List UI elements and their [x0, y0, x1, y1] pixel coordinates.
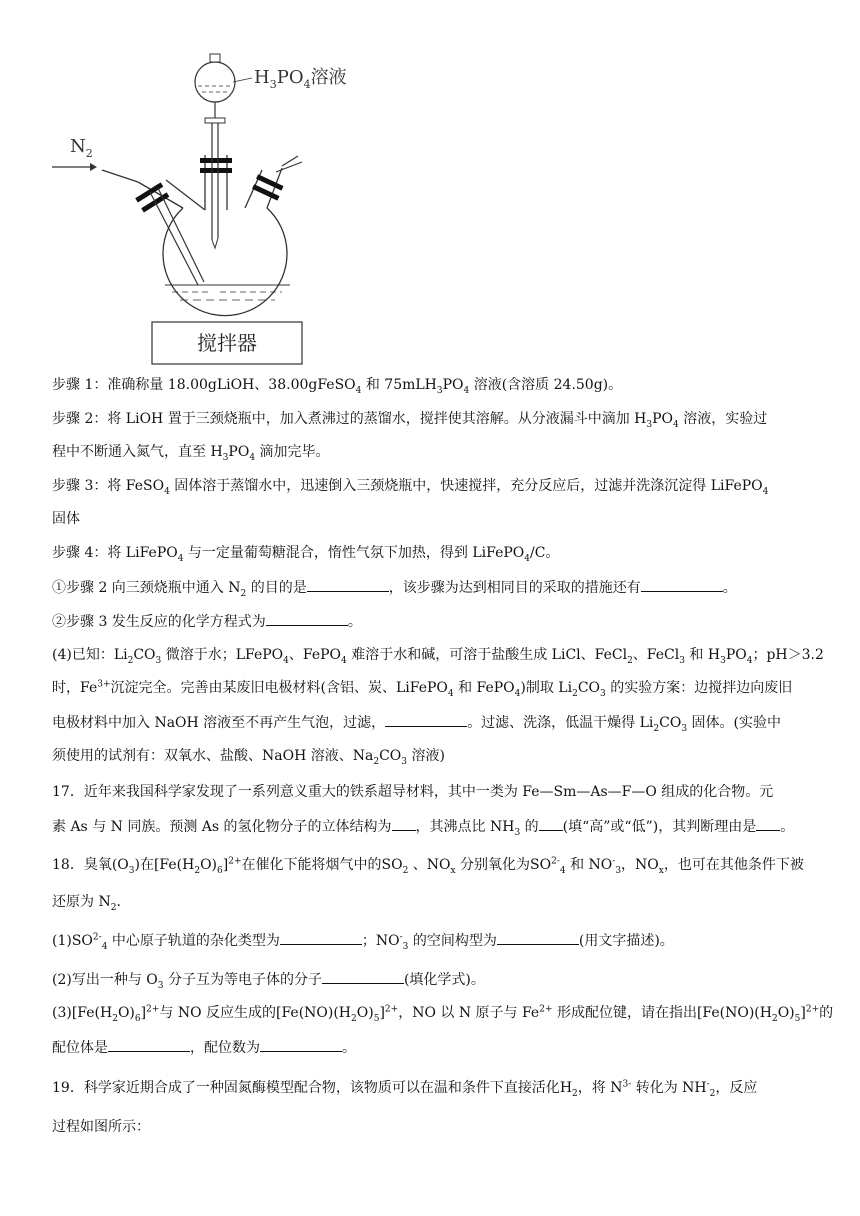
gas-label: $N_2$ — [70, 136, 93, 160]
question-17: 17．近年来我国科学家发现了一系列意义重大的铁系超导材料，其中一类为 Fe—Sm—As—F—O 组成的化合物。元 — [52, 784, 774, 800]
answer-blank[interactable] — [322, 969, 404, 984]
answer-blank[interactable] — [539, 816, 563, 831]
question-18-1: $(1)SO^{2-}_4$ 中心原子轨道的杂化类型为 ；$NO^-_3$ 的空间构型为 (用文字描述)。 — [52, 930, 822, 951]
answer-blank[interactable] — [497, 930, 579, 945]
answer-blank[interactable] — [641, 577, 723, 592]
step-3-cont: 固体 — [52, 511, 80, 527]
step-1: 步骤 1：准确称量 18.00gLiOH、38.00gFeSO$_4$ 和 $75mLH_3PO_4$ 溶液(含溶质 24.50g)。 — [52, 377, 623, 396]
funnel-stopcock — [205, 118, 225, 123]
separatory-funnel — [195, 62, 235, 102]
flask-body — [163, 208, 287, 316]
question-18-3-cont: 配位体是 ，配位数为 。 — [52, 1037, 822, 1058]
question-19-cont: 过程如图所示： — [52, 1119, 150, 1135]
question-18-cont: 还原为 $N_2$. — [52, 894, 121, 913]
question-2: ②步骤 3 发生反应的化学方程式为 。 — [52, 611, 822, 632]
question-18-3: $(3)[Fe(H_2O)_6]^{2+}$与 NO 反应生成的$[Fe(NO)(H_2O)_5]^{2+}$，NO 以 N 原子与 $Fe^{2+}$ 形成配位键，请在指出$[Fe(NO)(H_2O)_5]^{2+}$的 — [52, 1004, 834, 1024]
part-4-cont: 时，$Fe^{3+}$沉淀完全。完善由某废旧电极材料(含铝、炭、LiFePO$_4$ 和 FePO$_4$)制取 $Li_2CO_3$ 的实验方案：边搅拌边向废旧 — [52, 679, 793, 699]
question-1: ①步骤 2 向三颈烧瓶中通入 $N_2$ 的目的是 ，该步骤为达到相同目的采取的措施还有 。 — [52, 577, 822, 598]
stirrer-label: 搅拌器 — [197, 331, 257, 355]
apparatus-figure — [40, 40, 370, 370]
answer-blank[interactable] — [280, 930, 362, 945]
answer-blank[interactable] — [108, 1037, 190, 1052]
answer-blank[interactable] — [307, 577, 389, 592]
funnel-label: $H_3PO_4$溶液 — [254, 67, 347, 91]
answer-blank[interactable] — [385, 712, 467, 727]
step-3: 步骤 3：将 FeSO$_4$ 固体溶于蒸馏水中，迅速倒入三颈烧瓶中，快速搅拌，充分反应后，过滤并洗涤沉淀得 LiFePO$_4$ — [52, 478, 769, 497]
part-4-cont2: 电极材料中加入 NaOH 溶液至不再产生气泡，过滤， 。过滤、洗涤，低温干燥得 $Li_2CO_3$ 固体。(实验中 — [52, 712, 822, 733]
step-4: 步骤 4：将 LiFePO$_4$ 与一定量葡萄糖混合，惰性气氛下加热，得到 LiFePO$_4$/C。 — [52, 545, 560, 564]
answer-blank[interactable] — [756, 816, 780, 831]
part-4: (4)已知：$Li_2CO_3$ 微溶于水；LFePO$_4$、FePO$_4$ 难溶于水和碱，可溶于盐酸生成 LiCl、FeCl$_2$、FeCl$_3$ 和 $H_3PO_4$；pH＞3.2 — [52, 647, 824, 666]
answer-blank[interactable] — [392, 816, 416, 831]
question-17-cont: 素 As 与 N 同族。预测 As 的氢化物分子的立体结构为 ，其沸点比 $NH_3$ 的 (填“高”或“低”)，其判断理由是 。 — [52, 816, 822, 837]
part-4-cont3: 须使用的试剂有：双氧水、盐酸、NaOH 溶液、$Na_2CO_3$ 溶液) — [52, 748, 445, 767]
question-19: 19．科学家近期合成了一种固氮酶模型配合物，该物质可以在温和条件下直接活化$H_2$，将 $N^{3-}$ 转化为 $NH^-_2$，反应 — [52, 1079, 758, 1099]
inlet-tube — [150, 192, 198, 285]
question-18-2: (2)写出一种与 $O_3$ 分子互为等电子体的分子 (填化学式)。 — [52, 969, 822, 990]
answer-blank[interactable] — [266, 611, 348, 626]
step-2-cont: 程中不断通入氮气，直至 $H_3PO_4$ 滴加完毕。 — [52, 444, 330, 463]
answer-blank[interactable] — [260, 1037, 342, 1052]
question-18: 18．臭氧$(O_3)$在$[Fe(H_2O)_6]^{2+}$在催化下能将烟气中的$SO_2$ 、$NO_x$ 分别氧化为$SO^{2-}_4$ 和 $NO^-_3$，$NO_x$，也可在其他条件下被 — [52, 856, 804, 876]
step-2: 步骤 2：将 LiOH 置于三颈烧瓶中，加入煮沸过的蒸馏水，搅拌使其溶解。从分液漏斗中滴加 $H_3PO_4$ 溶液，实验过 — [52, 411, 768, 430]
center-stopper — [200, 158, 232, 163]
